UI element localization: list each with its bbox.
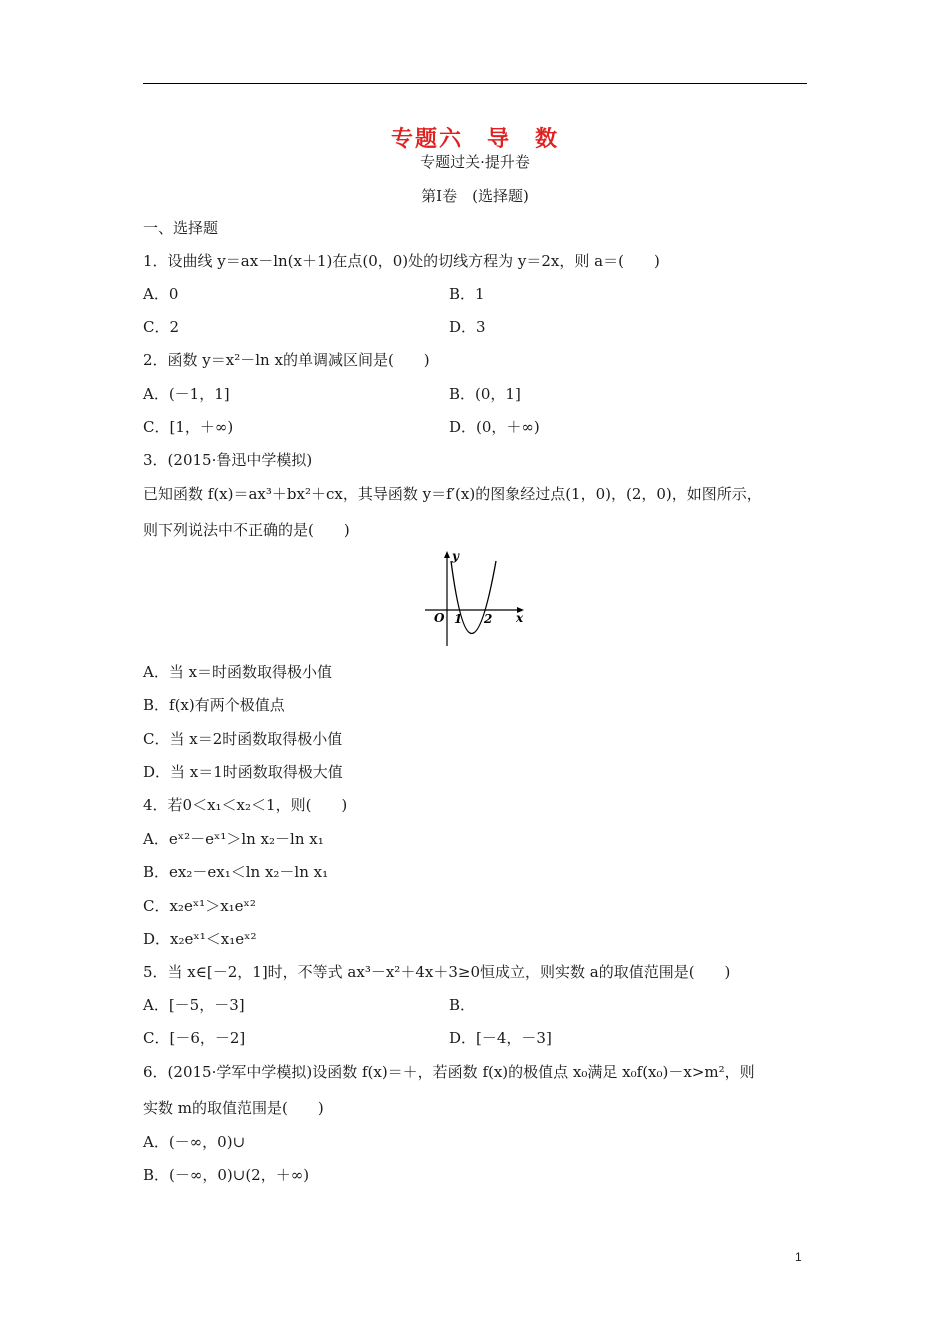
q2-option-d: D．(0，＋∞) <box>449 418 540 436</box>
y-axis-label: y <box>452 549 459 563</box>
q4-option-d: D．x₂eˣ¹＜x₁eˣ² <box>143 930 257 948</box>
q4-option-c: C．x₂eˣ¹＞x₁eˣ² <box>143 897 256 915</box>
part-heading: 一、选择题 <box>143 219 219 237</box>
q1-option-d: D．3 <box>449 318 486 336</box>
q3-option-b: B．f(x)有两个极值点 <box>143 696 285 714</box>
q3-option-c: C．当 x＝2时函数取得极小值 <box>143 730 343 748</box>
question-1-stem: 1．设曲线 y＝ax－ln(x＋1)在点(0，0)处的切线方程为 y＝2x，则 a＝( ) <box>143 252 660 270</box>
tick-label-2: 2 <box>484 612 493 626</box>
q2-option-a: A．(－1，1] <box>143 385 230 403</box>
q6-option-b: B．(－∞，0)∪(2，＋∞) <box>143 1166 310 1184</box>
section-heading: 第Ⅰ卷 (选择题) <box>421 187 529 205</box>
page-number: 1 <box>795 1250 802 1264</box>
header-rule <box>143 83 807 84</box>
origin-label: O <box>434 611 445 625</box>
x-axis-label: x <box>516 611 524 625</box>
q1-option-c: C．2 <box>143 318 180 336</box>
question-3-stem: 已知函数 f(x)＝ax³＋bx²＋cx，其导函数 y＝f′(x)的图象经过点(1，0)，(2，0)，如图所示， <box>143 485 762 503</box>
q2-option-c: C．[1，＋∞) <box>143 418 234 436</box>
tick-label-1: 1 <box>454 612 463 626</box>
page-subtitle: 专题过关·提升卷 <box>420 153 530 171</box>
q5-option-b: B． <box>449 996 476 1014</box>
q3-option-a: A．当 x＝时函数取得极小值 <box>143 663 333 681</box>
q5-option-c: C．[－6，－2] <box>143 1029 246 1047</box>
q1-option-b: B．1 <box>449 285 485 303</box>
question-6-stem: 6．(2015·学军中学模拟)设函数 f(x)＝＋，若函数 f(x)的极值点 x₀满足 x₀f(x₀)－x>m²，则 <box>143 1063 755 1081</box>
question-4-stem: 4．若0＜x₁＜x₂＜1，则( ) <box>143 796 348 814</box>
question-3-stem-cont: 则下列说法中不正确的是( ) <box>143 521 350 539</box>
y-axis-arrow <box>444 551 450 558</box>
page-title: 专题六 导 数 <box>390 127 559 152</box>
question-3-source: 3．(2015·鲁迅中学模拟) <box>143 451 313 469</box>
q4-option-a: A．eˣ²－eˣ¹＞ln x₂－ln x₁ <box>143 830 324 848</box>
q2-option-b: B．(0，1] <box>449 385 521 403</box>
q4-option-b: B．ex₂－ex₁＜ln x₂－ln x₁ <box>143 863 329 881</box>
q5-option-a: A．[－5，－3] <box>143 996 245 1014</box>
question-2-stem: 2．函数 y＝x²－ln x的单调减区间是( ) <box>143 351 430 369</box>
question-6-stem-cont: 实数 m的取值范围是( ) <box>143 1099 324 1117</box>
q6-option-a: A．(－∞，0)∪ <box>143 1133 246 1151</box>
question-5-stem: 5．当 x∈[－2，1]时，不等式 ax³－x²＋4x＋3≥0恒成立，则实数 a的取值范围是( ) <box>143 963 731 981</box>
q1-option-a: A．0 <box>143 285 179 303</box>
q3-option-d: D．当 x＝1时函数取得极大值 <box>143 763 343 781</box>
q5-option-d: D．[－4，－3] <box>449 1029 552 1047</box>
derivative-graph <box>420 548 530 648</box>
